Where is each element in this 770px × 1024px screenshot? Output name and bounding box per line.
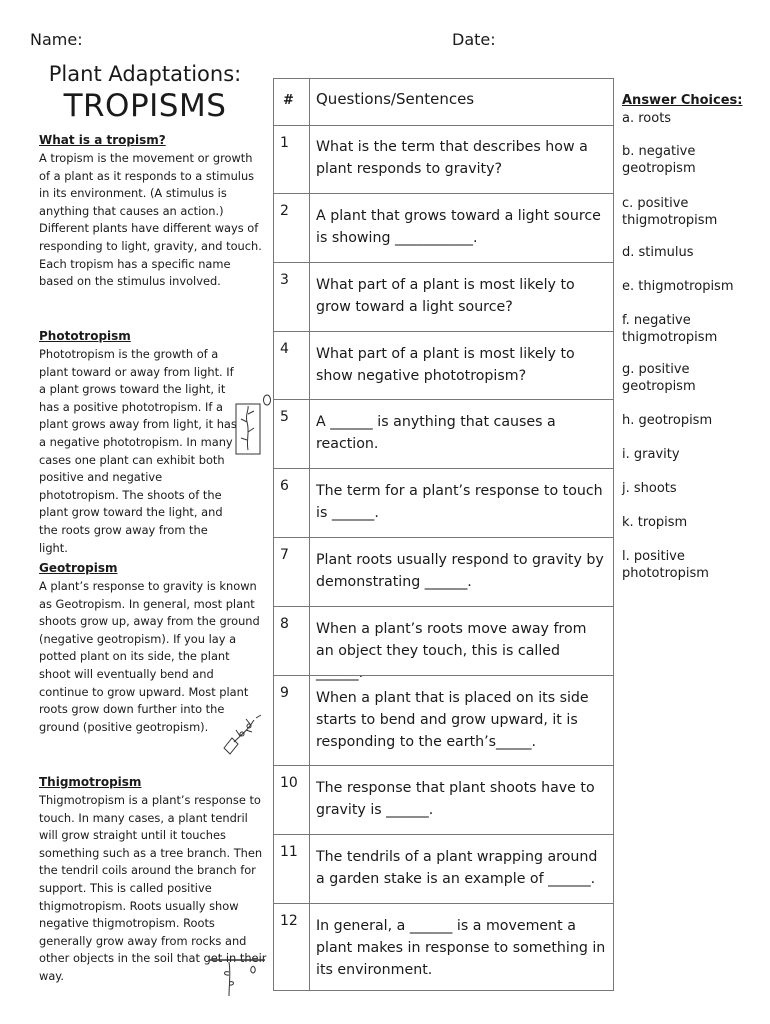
sideways-plant-illustration: [218, 712, 268, 756]
row-divider: [274, 331, 613, 332]
question-number: 6: [280, 478, 289, 494]
header-questions: Questions/Sentences: [316, 90, 475, 108]
row-divider: [274, 606, 613, 607]
answer-choice: g. positive geotropism: [622, 362, 696, 394]
row-divider: [274, 193, 613, 194]
row-divider: [274, 765, 613, 766]
question-number: 5: [280, 409, 289, 425]
row-divider: [274, 537, 613, 538]
question-text: The response that plant shoots have to gravity is ______.: [316, 780, 595, 818]
question-text: A plant that grows toward a light source is showing ___________.: [316, 208, 601, 246]
section-text-geotropism: A plant’s response to gravity is known as Geotropism. In general, most plant shoots grow up, away from the ground (negative geotropism). If you lay a potted plant on its side, the plant shoot will eventually bend and continue to grow upward. Most plant roots grow down further into the ground (positive geotropism).: [39, 579, 260, 734]
question-number: 11: [280, 844, 298, 860]
question-text: The tendrils of a plant wrapping around a garden stake is an example of ______.: [316, 849, 598, 887]
question-number: 8: [280, 616, 289, 632]
answer-choice: b. negative geotropism: [622, 144, 696, 176]
section-heading-phototropism: Phototropism: [39, 329, 131, 343]
question-text: What part of a plant is most likely to grow toward a light source?: [316, 277, 575, 315]
question-text: A ______ is anything that causes a reaction.: [316, 414, 556, 452]
section-text-thigmotropism: Thigmotropism is a plant’s response to touch. In many cases, a plant tendril will grow straight until it touches something such as a tree branch. Then the tendril coils around the branch for support. This is called positive thigmotropism. Roots usually show negative thigmotropism. Roots generally grow away from rocks and other objects in the soil that get in their way.: [39, 793, 267, 983]
questions-table: [273, 78, 614, 991]
date-label: Date:: [452, 30, 496, 49]
worksheet-title: Plant Adaptations:: [48, 62, 242, 86]
question-text: In general, a ______ is a movement a plant makes in response to something in its environment.: [316, 918, 606, 978]
question-number: 12: [280, 913, 298, 929]
section-heading-geotropism: Geotropism: [39, 561, 118, 575]
row-divider: [274, 125, 613, 126]
answer-choice: k. tropism: [622, 515, 688, 530]
question-text: Plant roots usually respond to gravity by demonstrating ______.: [316, 552, 604, 590]
question-number: 9: [280, 685, 289, 701]
answer-choices-heading: Answer Choices:: [622, 93, 743, 108]
question-text: What part of a plant is most likely to show negative phototropism?: [316, 346, 575, 384]
answer-choice: i. gravity: [622, 447, 680, 462]
answer-choice: a. roots: [622, 111, 672, 126]
question-number: 10: [280, 775, 298, 791]
question-text: When a plant’s roots move away from an object they touch, this is called ______.: [316, 621, 587, 681]
answer-choice: l. positive phototropism: [622, 549, 709, 581]
answer-choice: e. thigmotropism: [622, 279, 734, 294]
question-number: 1: [280, 135, 289, 151]
question-number: 3: [280, 272, 289, 288]
question-text: The term for a plant’s response to touch is ______.: [316, 483, 603, 521]
answer-choice: f. negative thigmotropism: [622, 313, 718, 345]
question-number: 2: [280, 203, 289, 219]
section-heading-thigmotropism: Thigmotropism: [39, 775, 142, 789]
row-divider: [274, 399, 613, 400]
question-text: When a plant that is placed on its side starts to bend and grow upward, it is responding to the earth’s_____.: [316, 690, 589, 750]
row-divider: [274, 262, 613, 263]
question-text: What is the term that describes how a plant responds to gravity?: [316, 139, 588, 177]
potted-plant-illustration: [234, 392, 274, 458]
row-divider: [274, 834, 613, 835]
section-text-phototropism: Phototropism is the growth of a plant toward or away from light. If a plant grows toward the light, it has a positive phototropism. If a plant grows away from light, it has a negative phototropism. In many cases one plant can exhibit both positive and negative phototropism. The shoots of the plant grow toward the light, and the roots grow away from the light.: [39, 347, 237, 555]
name-label: Name:: [30, 30, 83, 49]
worksheet-subtitle: TROPISMS: [63, 88, 227, 124]
answer-choice: c. positive thigmotropism: [622, 196, 718, 228]
row-divider: [274, 468, 613, 469]
row-divider: [274, 903, 613, 904]
header-number: #: [283, 93, 294, 108]
answer-choice: d. stimulus: [622, 245, 694, 260]
tendril-illustration: [207, 952, 267, 998]
row-divider: [274, 675, 613, 676]
column-divider: [309, 79, 310, 990]
question-number: 7: [280, 547, 289, 563]
section-text-tropism: A tropism is the movement or growth of a plant as it responds to a stimulus in its environment. (A stimulus is anything that causes an action.) Different plants have different ways of responding to light, gravity, and touch. Each tropism has a specific name based on the stimulus involved.: [39, 151, 262, 289]
question-number: 4: [280, 341, 289, 357]
answer-choice: j. shoots: [622, 481, 677, 496]
section-heading-tropism: What is a tropism?: [39, 133, 166, 147]
answer-choice: h. geotropism: [622, 413, 713, 428]
